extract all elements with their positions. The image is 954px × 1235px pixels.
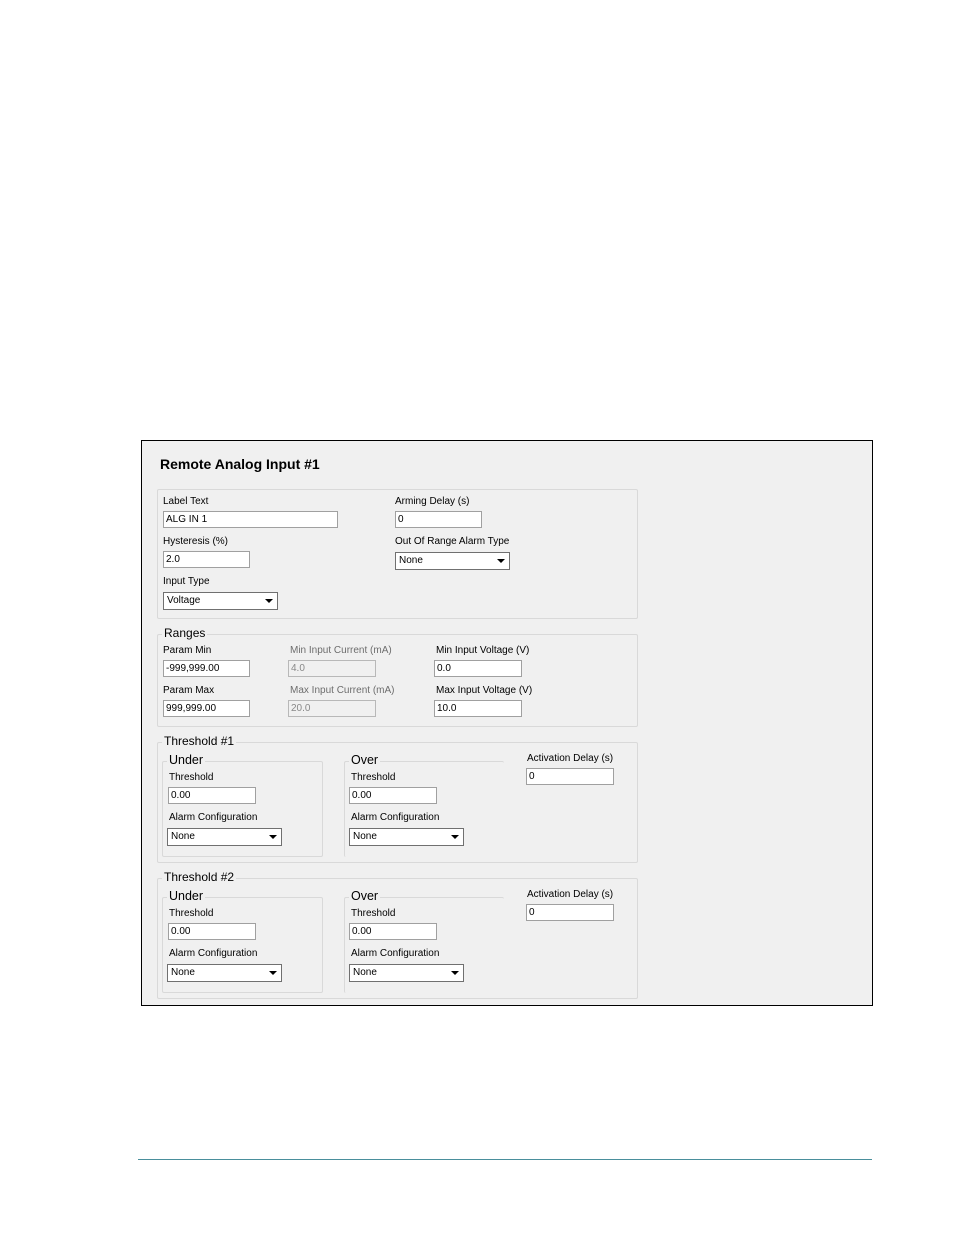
chevron-down-icon [269,971,277,975]
threshold-2-under-threshold-input[interactable]: 0.00 [168,923,256,940]
arming-delay-input[interactable]: 0 [395,511,482,528]
param-min-input[interactable]: -999,999.00 [163,660,250,677]
chevron-down-icon [497,559,505,563]
label-text-input[interactable]: ALG IN 1 [163,511,338,528]
threshold-1-over-title: Over [351,753,379,767]
threshold-2-over-alarm-select[interactable] [349,964,464,982]
threshold-2-under-alarm-label: Alarm Configuration [169,948,258,959]
max-input-voltage-label: Max Input Voltage (V) [436,685,533,696]
min-input-voltage-input[interactable]: 0.0 [434,660,522,677]
threshold-2-title: Threshold #2 [164,870,235,884]
input-type-label: Input Type [163,576,210,587]
threshold-1-under-alarm-value: None [171,831,195,842]
min-input-voltage-label: Min Input Voltage (V) [436,645,530,656]
threshold-2-under-title: Under [169,889,204,903]
out-of-range-alarm-type-label: Out Of Range Alarm Type [395,536,510,547]
threshold-1-under-alarm-label: Alarm Configuration [169,812,258,823]
threshold-2-activation-delay-label: Activation Delay (s) [527,889,614,900]
threshold-1-under-threshold-label: Threshold [169,772,214,783]
param-min-label: Param Min [163,645,212,656]
threshold-2-over-threshold-input[interactable]: 0.00 [349,923,437,940]
threshold-2-under-alarm-value: None [171,967,195,978]
hysteresis-input[interactable]: 2.0 [163,551,250,568]
hysteresis-label: Hysteresis (%) [163,536,229,547]
panel-title: Remote Analog Input #1 [160,456,320,472]
threshold-2-over-alarm-value: None [353,967,377,978]
threshold-1-under-alarm-select[interactable] [167,828,282,846]
max-input-current-input: 20.0 [288,700,376,717]
min-input-current-input: 4.0 [288,660,376,677]
footer-divider [138,1159,872,1160]
ranges-title: Ranges [164,626,206,640]
threshold-1-over-threshold-input[interactable]: 0.00 [349,787,437,804]
threshold-1-over-alarm-label: Alarm Configuration [351,812,440,823]
chevron-down-icon [269,835,277,839]
max-input-current-label: Max Input Current (mA) [290,685,395,696]
remote-analog-input-panel [141,440,873,1006]
arming-delay-label: Arming Delay (s) [395,496,470,507]
threshold-1-over-threshold-label: Threshold [351,772,396,783]
threshold-2-over-alarm-label: Alarm Configuration [351,948,440,959]
out-of-range-alarm-type-select[interactable] [395,552,510,570]
chevron-down-icon [451,971,459,975]
label-text-label: Label Text [163,496,209,507]
threshold-1-activation-delay-label: Activation Delay (s) [527,753,614,764]
chevron-down-icon [451,835,459,839]
param-max-input[interactable]: 999,999.00 [163,700,250,717]
input-type-value: Voltage [167,595,201,606]
threshold-2-under-threshold-label: Threshold [169,908,214,919]
threshold-1-under-title: Under [169,753,204,767]
max-input-voltage-input[interactable]: 10.0 [434,700,522,717]
chevron-down-icon [265,599,273,603]
threshold-2-activation-delay-input[interactable]: 0 [526,904,614,921]
out-of-range-alarm-type-value: None [399,555,423,566]
min-input-current-label: Min Input Current (mA) [290,645,392,656]
input-type-select[interactable] [163,592,278,610]
threshold-2-over-threshold-label: Threshold [351,908,396,919]
threshold-1-under-threshold-input[interactable]: 0.00 [168,787,256,804]
threshold-1-over-alarm-value: None [353,831,377,842]
threshold-2-over-title: Over [351,889,379,903]
threshold-1-activation-delay-input[interactable]: 0 [526,768,614,785]
threshold-1-over-alarm-select[interactable] [349,828,464,846]
threshold-1-title: Threshold #1 [164,734,235,748]
threshold-2-under-alarm-select[interactable] [167,964,282,982]
param-max-label: Param Max [163,685,215,696]
